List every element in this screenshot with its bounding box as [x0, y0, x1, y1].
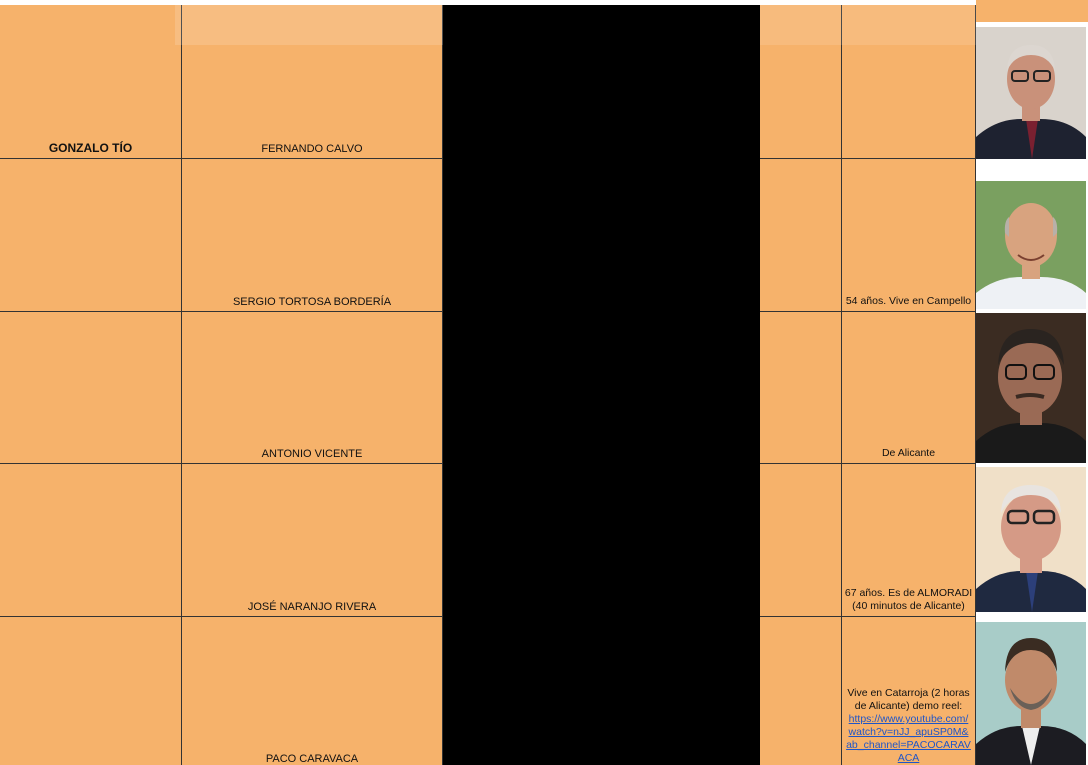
- portrait-glasses-man-icon: [976, 467, 1086, 612]
- cell-highlight: [175, 5, 443, 45]
- cell-highlight: [760, 5, 976, 45]
- header-cell: [976, 0, 1088, 22]
- empty-cell[interactable]: [760, 159, 842, 312]
- notes-line: 67 años. Es de ALMORADI: [844, 587, 973, 599]
- portrait-glasses-man-icon: [976, 27, 1086, 159]
- actor-name-cell[interactable]: SERGIO TORTOSA BORDERÍA: [182, 159, 443, 312]
- actor-name-cell[interactable]: JOSÉ NARANJO RIVERA: [182, 464, 443, 617]
- name-cell[interactable]: [0, 159, 182, 312]
- portrait-photo[interactable]: [976, 181, 1086, 309]
- notes-cell[interactable]: [842, 464, 976, 617]
- portrait-photo[interactable]: [976, 313, 1086, 463]
- empty-cell[interactable]: [760, 617, 842, 765]
- hidden-columns-block: [443, 5, 760, 765]
- empty-cell[interactable]: [760, 312, 842, 464]
- notes-line: Vive en Catarroja (2 horas: [847, 687, 970, 699]
- notes-line: de Alicante) demo reel:: [854, 700, 963, 712]
- portrait-glasses-man-icon: [976, 313, 1086, 463]
- portrait-photo[interactable]: [976, 27, 1086, 159]
- portrait-photo[interactable]: [976, 467, 1086, 612]
- actor-name-cell[interactable]: PACO CARAVACA: [182, 617, 443, 765]
- notes-line: (40 minutos de Alicante): [852, 600, 965, 612]
- demo-reel-link[interactable]: https://www.youtube.com/watch?v=nJJ_apuSP0M&ab_channel=PACOCARAVACA: [846, 713, 971, 764]
- empty-cell[interactable]: [760, 464, 842, 617]
- portrait-photo[interactable]: [976, 622, 1086, 765]
- notes-cell[interactable]: [842, 617, 976, 765]
- name-cell[interactable]: [0, 617, 182, 765]
- portrait-bald-man-icon: [976, 181, 1086, 309]
- name-cell[interactable]: [0, 312, 182, 464]
- notes-cell[interactable]: De Alicante: [842, 312, 976, 464]
- name-cell[interactable]: GONZALO TÍO: [0, 5, 182, 159]
- portrait-bearded-man-icon: [976, 622, 1086, 765]
- name-cell[interactable]: [0, 464, 182, 617]
- actor-name-cell[interactable]: ANTONIO VICENTE: [182, 312, 443, 464]
- notes-cell[interactable]: 54 años. Vive en Campello: [842, 159, 976, 312]
- actor-name-cell[interactable]: FERNANDO CALVO: [182, 5, 443, 159]
